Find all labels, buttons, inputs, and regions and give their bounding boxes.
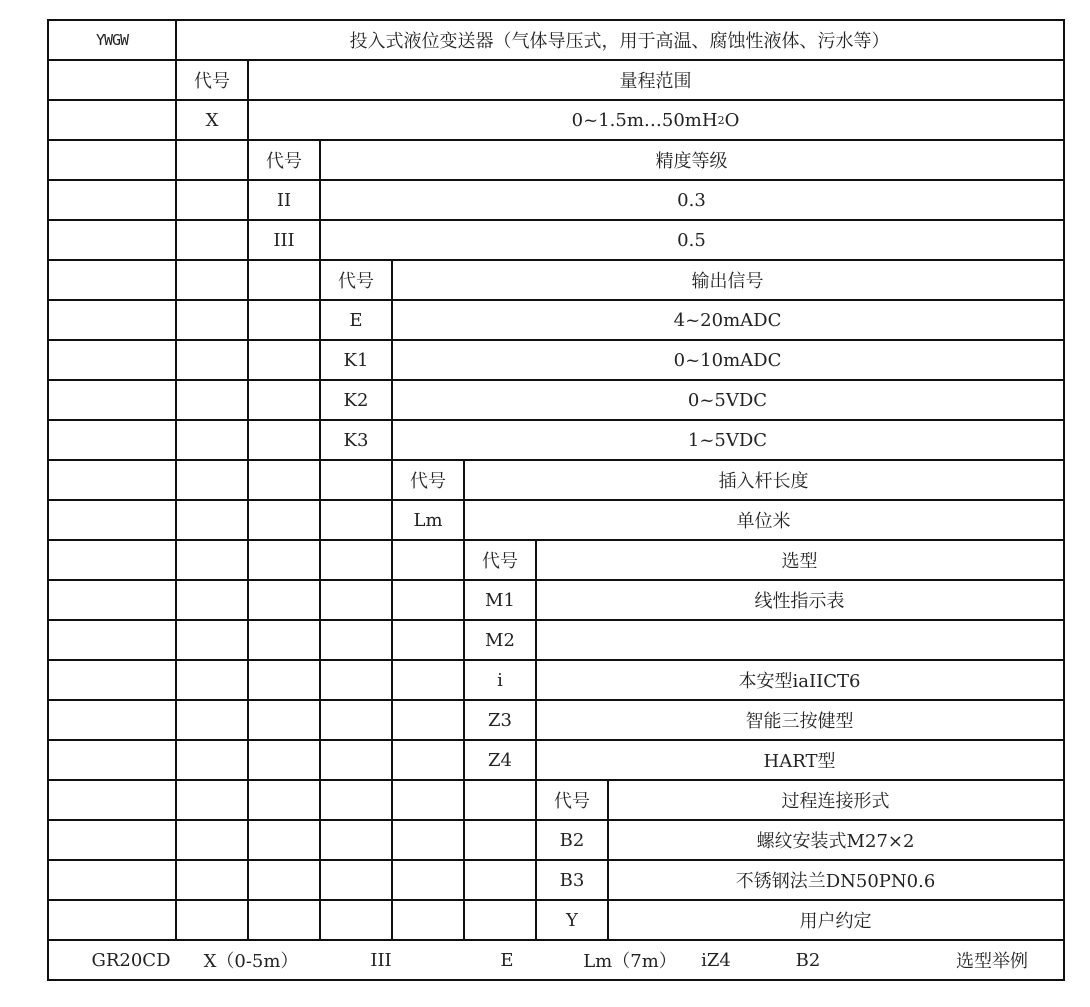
grid-line — [47, 259, 1065, 261]
options-desc: 本安型iaIICT6 — [738, 671, 861, 692]
example-range: X（0-5m） — [203, 951, 299, 972]
options-code: Z4 — [488, 749, 512, 771]
grid-line — [47, 739, 1065, 741]
grid-line — [47, 619, 1065, 621]
example-connection: B2 — [795, 949, 821, 971]
grid-line — [47, 219, 1065, 221]
example-accuracy: III — [370, 949, 392, 971]
grid-line — [247, 59, 249, 941]
grid-line — [47, 899, 1065, 901]
grid-line — [47, 579, 1065, 581]
product-title: 投入式液位变送器（气体导压式，用于高温、腐蚀性液体、污水等） — [349, 31, 890, 52]
options-desc — [536, 620, 1063, 660]
options-code: M2 — [485, 629, 515, 651]
output-code-label: 代号 — [338, 271, 374, 292]
grid-line — [47, 819, 1065, 821]
grid-line — [47, 539, 1065, 541]
length-code-label: 代号 — [410, 471, 446, 492]
accuracy-code-label: 代号 — [266, 151, 302, 172]
grid-line — [47, 19, 49, 981]
connection-code: B3 — [559, 869, 585, 891]
accuracy-desc: 0.5 — [677, 229, 706, 251]
connection-desc: 螺纹安装式M27×2 — [756, 831, 915, 852]
output-code: K2 — [343, 389, 369, 411]
grid-line — [1063, 19, 1065, 981]
grid-line — [47, 779, 1065, 781]
options-code: Z3 — [488, 709, 512, 731]
grid-line — [319, 139, 321, 941]
grid-line — [535, 539, 537, 941]
output-heading: 输出信号 — [691, 271, 764, 292]
range-desc: 0~1.5m…50mH 2 O — [571, 109, 740, 131]
accuracy-heading: 精度等级 — [655, 151, 728, 172]
grid-line — [47, 179, 1065, 181]
output-code: E — [349, 309, 363, 331]
options-code: M1 — [485, 589, 515, 611]
accuracy-code: II — [276, 189, 292, 211]
example-length: Lm（7m） — [583, 951, 677, 972]
connection-code-label: 代号 — [554, 791, 590, 812]
model-code: YWGW — [95, 31, 129, 49]
range-code: X — [205, 109, 219, 131]
grid-line — [607, 779, 609, 941]
options-desc: 智能三按健型 — [745, 711, 854, 732]
output-desc: 0~5VDC — [687, 389, 768, 411]
grid-line — [47, 379, 1065, 381]
grid-line — [47, 499, 1065, 501]
grid-line — [47, 19, 1065, 21]
accuracy-desc: 0.3 — [677, 189, 706, 211]
grid-line — [47, 339, 1065, 341]
grid-line — [47, 419, 1065, 421]
connection-desc: 不锈钢法兰DN50PN0.6 — [735, 871, 936, 892]
connection-code: B2 — [559, 829, 585, 851]
grid-line — [47, 139, 1065, 141]
connection-desc: 用户约定 — [799, 911, 872, 932]
grid-line — [47, 299, 1065, 301]
output-desc: 0~10mADC — [673, 349, 782, 371]
example-label: 选型举例 — [956, 951, 1028, 972]
grid-line — [47, 659, 1065, 661]
length-heading: 插入杆长度 — [718, 471, 809, 492]
output-desc: 1~5VDC — [687, 429, 768, 451]
accuracy-code: III — [273, 229, 295, 251]
grid-line — [47, 859, 1065, 861]
grid-line — [47, 939, 1065, 941]
options-code-label: 代号 — [482, 551, 518, 572]
range-heading: 量程范围 — [619, 71, 692, 92]
grid-line — [47, 979, 1065, 981]
grid-line — [463, 459, 465, 941]
grid-line — [175, 19, 177, 941]
options-code: i — [497, 669, 503, 691]
options-desc: 线性指示表 — [754, 591, 845, 612]
output-code: K3 — [343, 429, 369, 451]
grid-line — [47, 459, 1065, 461]
length-code: Lm — [413, 509, 443, 531]
connection-heading: 过程连接形式 — [781, 791, 890, 812]
example-output: E — [500, 949, 514, 971]
example-model: GR20CD — [91, 949, 171, 971]
range-code-label: 代号 — [194, 71, 230, 92]
grid-line — [47, 99, 1065, 101]
output-desc: 4~20mADC — [673, 309, 782, 331]
example-options: iZ4 — [701, 949, 731, 971]
output-code: K1 — [343, 349, 369, 371]
grid-line — [391, 259, 393, 941]
length-desc: 单位米 — [736, 511, 791, 532]
grid-line — [47, 699, 1065, 701]
options-heading: 选型 — [781, 551, 818, 572]
connection-code: Y — [566, 909, 578, 931]
grid-line — [47, 59, 1065, 61]
options-desc: HART型 — [763, 751, 836, 772]
